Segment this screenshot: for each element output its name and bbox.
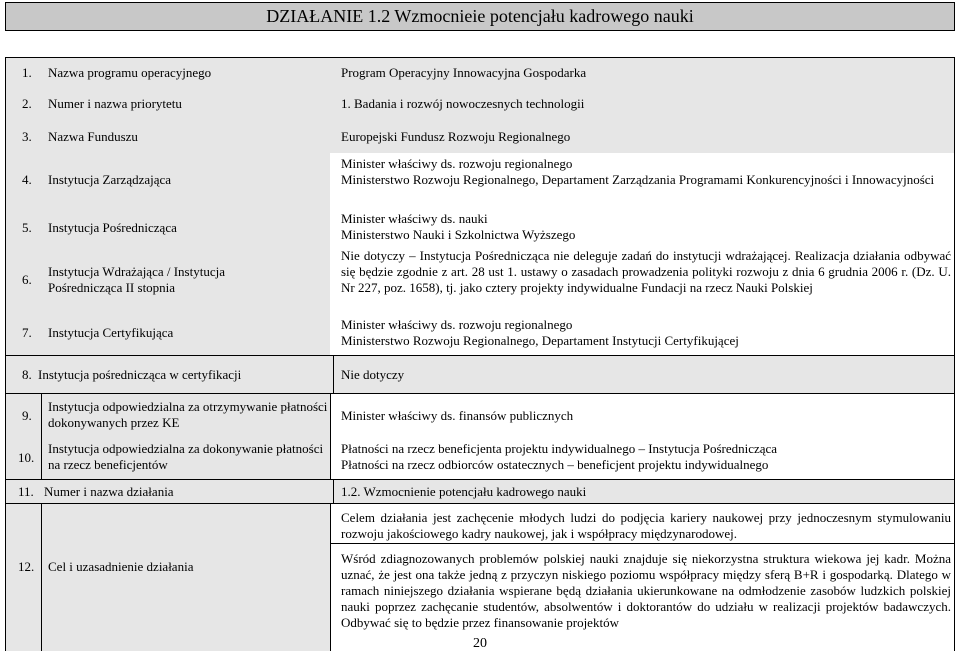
row-4-value-line2: Ministerstwo Rozwoju Regionalnego, Departament Zarządzania Programami Konkurencyjności i Innowacyjności <box>341 172 935 187</box>
divider <box>5 479 955 480</box>
row-10-label: Instytucja odpowiedzialna za dokonywanie płatności na rzecz beneficjentów <box>48 441 324 472</box>
divider <box>5 503 955 504</box>
row-4-label: Instytucja Zarządzająca <box>48 172 172 187</box>
row-11-label: Numer i nazwa działania <box>44 484 174 499</box>
row-12-label: Cel i uzasadnienie działania <box>48 559 194 574</box>
row-5-value-line2: Ministerstwo Nauki i Szkolnictwa Wyższego <box>341 227 576 242</box>
row-6-label: Instytucja Wdrażająca / Instytucja Pośrednicząca II stopnia <box>48 264 225 295</box>
row-7-label: Instytucja Certyfikująca <box>48 325 174 340</box>
divider-vertical-mid <box>330 393 331 479</box>
row-1-value: Program Operacyjny Innowacyjna Gospodarka <box>341 65 587 80</box>
row-3-number: 3. <box>22 129 32 144</box>
row-3-label: Nazwa Funduszu <box>48 129 138 144</box>
row-2-value: 1. Badania i rozwój nowoczesnych technologii <box>341 96 585 111</box>
row-8-number: 8. <box>22 367 32 382</box>
row-11-value: 1.2. Wzmocnienie potencjału kadrowego nauki <box>341 484 587 499</box>
row-7-value-line2: Ministerstwo Rozwoju Regionalnego, Departament Instytucji Certyfikującej <box>341 333 739 348</box>
row-2-label: Numer i nazwa priorytetu <box>48 96 182 111</box>
page-title-bar <box>5 2 955 31</box>
divider <box>5 57 955 58</box>
page-title: DZIAŁANIE 1.2 Wzmocnieie potencjału kadrowego nauki <box>266 6 694 26</box>
row-4-number: 4. <box>22 172 32 187</box>
row-2-number: 2. <box>22 96 32 111</box>
divider-vertical-num <box>41 393 42 479</box>
page-number: 20 <box>473 636 487 651</box>
row-4-value-line1: Minister właściwy ds. rozwoju regionalnego <box>341 156 573 171</box>
divider-vertical-mid <box>333 479 334 503</box>
divider-horizontal-right <box>330 543 955 544</box>
row-8-value: Nie dotyczy <box>341 367 405 382</box>
row-9-number: 9. <box>22 408 32 423</box>
row-10-number: 10. <box>18 450 35 465</box>
row-7-number: 7. <box>22 325 32 340</box>
row-3-value: Europejski Fundusz Rozwoju Regionalnego <box>341 129 571 144</box>
divider-vertical-left <box>5 57 6 651</box>
divider-vertical-mid <box>330 503 331 651</box>
row-7-value-line1: Minister właściwy ds. rozwoju regionalnego <box>341 317 573 332</box>
row-11-number: 11. <box>18 484 34 499</box>
row-12-paragraph-1: Celem działania jest zachęcenie młodych ludzi do podjęcia kariery naukowej przy jednoczesnym stymulowaniu rozwoju jakościowego kadry naukowej, jak i współpracy międzynarodowej. <box>341 510 951 541</box>
row-5-number: 5. <box>22 220 32 235</box>
divider-vertical-mid <box>333 355 334 393</box>
row-5-value-line1: Minister właściwy ds. nauki <box>341 211 488 226</box>
row-band-12 <box>5 503 330 651</box>
row-9-label: Instytucja odpowiedzialna za otrzymywanie płatności dokonywanych przez KE <box>48 399 328 430</box>
row-10-value-line2: Płatności na rzecz odbiorców ostatecznych – beneficjent projektu indywidualnego <box>341 457 769 472</box>
row-8-label: Instytucja pośrednicząca w certyfikacji <box>38 367 242 382</box>
divider <box>5 355 955 356</box>
row-12-paragraph-2: Wśród zdiagnozowanych problemów polskiej nauki znajduje się niekorzystna struktura wiekowa jej kadr. Można uznać, że jest ona także jedną z przyczyn niskiego poziomu współpracy między sferą B+R i gospodarką. Dlatego w ramach niniejszego działania wspierane będą działania ukierunkowane na odmłodzenie zasobów ludzkich polskiej nauki poprzez zachęcanie studentów, absolwentów i doktorantów do udziału w realizacji projektów badawczych. Odbywać się to będzie przez finansowanie projektów <box>341 551 951 630</box>
row-5-label: Instytucja Pośrednicząca <box>48 220 177 235</box>
divider-vertical-num <box>41 503 42 651</box>
row-9-value: Minister właściwy ds. finansów publicznych <box>341 408 574 423</box>
row-6-value: Nie dotyczy – Instytucja Pośrednicząca nie deleguje zadań do instytucji wdrażającej. Realizacja działania odbywać się będzie zgodnie z art. 28 ust 1. ustawy o zasadach prowadzenia polityki rozwoju z dnia 6 grudnia 2006 r. (Dz. U. Nr 227, poz. 1658), tj. jako cztery projekty indywidualne Fundacji na rzecz Nauki Polskiej <box>341 248 951 295</box>
row-10-value-line1: Płatności na rzecz beneficjenta projektu indywidualnego – Instytucja Pośrednicząca <box>341 441 778 456</box>
divider <box>5 393 955 394</box>
divider-vertical-right <box>954 57 955 651</box>
row-1-number: 1. <box>22 65 32 80</box>
row-6-number: 6. <box>22 272 32 287</box>
row-12-number: 12. <box>18 559 35 574</box>
row-1-label: Nazwa programu operacyjnego <box>48 65 212 80</box>
